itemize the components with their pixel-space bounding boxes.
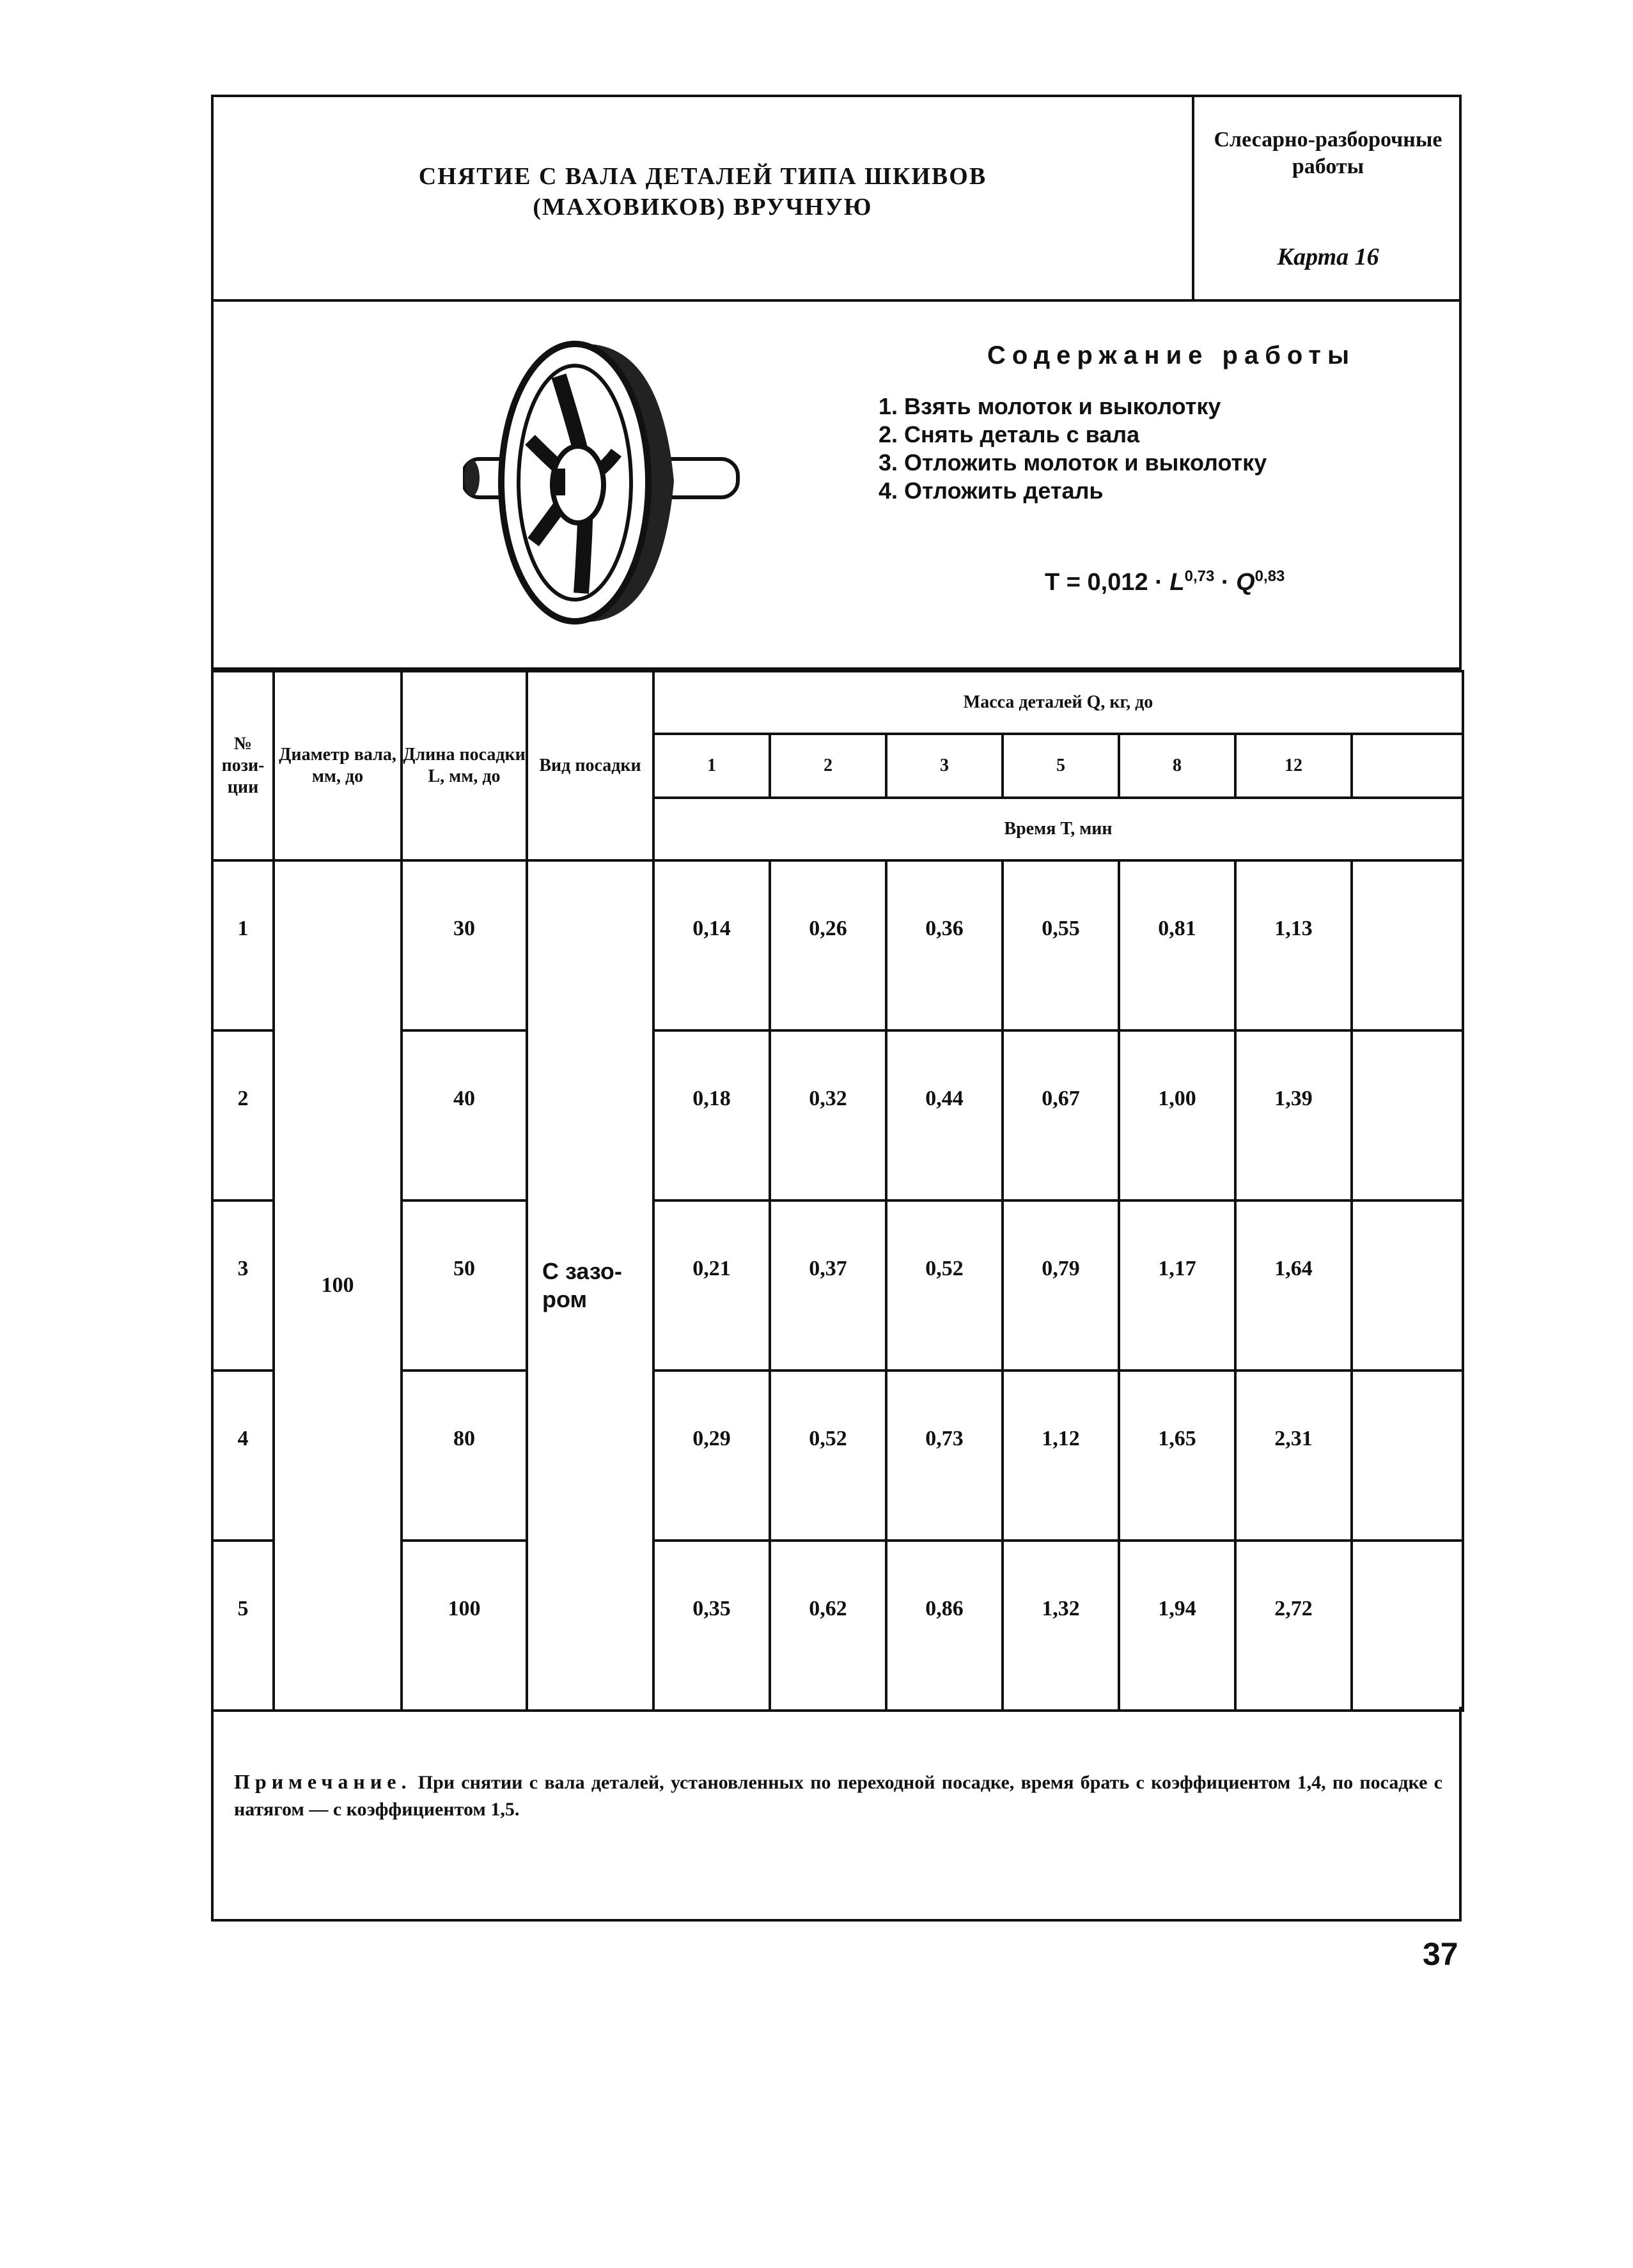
note-text (234, 1768, 1442, 1823)
position-cell: 3 (212, 1200, 274, 1371)
formula-l: L (1169, 569, 1185, 596)
formula-q-exponent: 0,83 (1254, 568, 1285, 585)
mass-value: 2 (770, 734, 886, 798)
time-cell (1352, 1030, 1463, 1200)
time-cell: 0,37 (770, 1200, 886, 1371)
work-steps-list (879, 392, 1267, 505)
time-cell (1352, 1541, 1463, 1711)
work-content-block (211, 299, 1462, 670)
time-cell: 0,29 (653, 1371, 770, 1541)
table-row (212, 860, 1463, 1030)
title-line-2: (МАХОВИКОВ) ВРУЧНУЮ (533, 194, 873, 221)
position-cell: 5 (212, 1541, 274, 1711)
time-cell: 1,12 (1003, 1371, 1119, 1541)
time-cell: 1,39 (1235, 1030, 1352, 1200)
time-cell: 2,31 (1235, 1371, 1352, 1541)
time-cell (1352, 860, 1463, 1030)
length-cell: 100 (402, 1541, 527, 1711)
time-cell: 0,36 (886, 860, 1003, 1030)
time-cell: 2,72 (1235, 1541, 1352, 1711)
section-line-2: работы (1292, 155, 1364, 178)
time-cell: 0,44 (886, 1030, 1003, 1200)
hub-key (552, 469, 565, 495)
section-name (1194, 127, 1462, 180)
time-cell: 0,21 (653, 1200, 770, 1371)
shaft-end (464, 460, 480, 496)
header-block (211, 95, 1462, 302)
mass-value: 5 (1003, 734, 1119, 798)
time-cell: 0,81 (1119, 860, 1235, 1030)
work-step: 4. Отложить деталь (879, 478, 1104, 504)
formula-dot: · (1214, 569, 1237, 596)
time-cell (1352, 1200, 1463, 1371)
time-cell: 0,62 (770, 1541, 886, 1711)
work-step: 1. Взять молоток и выколотку (879, 393, 1221, 419)
column-header-position: № пози-ции (212, 671, 274, 860)
mass-value: 3 (886, 734, 1003, 798)
time-cell (1352, 1371, 1463, 1541)
note-label: Примечание. (234, 1770, 412, 1793)
time-cell: 0,52 (886, 1200, 1003, 1371)
fit-type-cell: С зазо-ром (527, 860, 653, 1711)
time-cell: 1,17 (1119, 1200, 1235, 1371)
time-cell: 0,26 (770, 860, 886, 1030)
length-cell: 30 (402, 860, 527, 1030)
time-cell: 0,73 (886, 1371, 1003, 1541)
column-header-length: Длина посадки L, мм, до (402, 671, 527, 860)
time-cell: 1,32 (1003, 1541, 1119, 1711)
time-cell: 0,79 (1003, 1200, 1119, 1371)
work-step: 3. Отложить молоток и выколотку (879, 449, 1267, 476)
time-cell: 0,86 (886, 1541, 1003, 1711)
formula-q: Q (1236, 569, 1255, 596)
time-cell: 0,18 (653, 1030, 770, 1200)
card-number: Карта 16 (1277, 244, 1379, 270)
mass-header: Масса деталей Q, кг, до (653, 671, 1463, 734)
position-cell: 2 (212, 1030, 274, 1200)
column-header-diameter: Диаметр вала, мм, до (274, 671, 402, 860)
time-cell: 1,65 (1119, 1371, 1235, 1541)
mass-value: 12 (1235, 734, 1352, 798)
formula-l-exponent: 0,73 (1184, 568, 1215, 585)
time-cell: 0,32 (770, 1030, 886, 1200)
mass-value (1352, 734, 1463, 798)
time-cell: 1,13 (1235, 860, 1352, 1030)
length-cell: 40 (402, 1030, 527, 1200)
section-line-1: Слесарно-разборочные (1214, 128, 1442, 151)
time-cell: 1,94 (1119, 1541, 1235, 1711)
position-cell: 4 (212, 1371, 274, 1541)
position-cell: 1 (212, 860, 274, 1030)
page-number: 37 (1423, 1936, 1458, 1972)
time-cell: 0,52 (770, 1371, 886, 1541)
title-line-1: СНЯТИЕ С ВАЛА ДЕТАЛЕЙ ТИПА ШКИВОВ (418, 163, 987, 190)
mass-value: 8 (1119, 734, 1235, 798)
column-header-fit: Вид посадки (527, 671, 653, 860)
time-cell: 0,67 (1003, 1030, 1119, 1200)
work-content-heading: Содержание работы (987, 341, 1356, 369)
time-cell: 0,55 (1003, 860, 1119, 1030)
length-cell: 50 (402, 1200, 527, 1371)
time-formula (1045, 568, 1285, 596)
length-cell: 80 (402, 1371, 527, 1541)
time-cell: 1,00 (1119, 1030, 1235, 1200)
time-header: Время Т, мин (653, 798, 1463, 860)
time-cell: 1,64 (1235, 1200, 1352, 1371)
mass-value: 1 (653, 734, 770, 798)
note-block (211, 1707, 1462, 1922)
work-step: 2. Снять деталь с вала (879, 421, 1140, 447)
time-cell: 0,35 (653, 1541, 770, 1711)
document-title (214, 161, 1192, 222)
time-cell: 0,14 (653, 860, 770, 1030)
note-body: При снятии с вала деталей, установленных по переходной посадке, время брать с коэффициентом 1,4, по посадке с натягом — с коэффициентом 1,5. (234, 1772, 1442, 1820)
formula-base: Т = 0,012 · (1045, 569, 1170, 596)
time-norms-table (211, 670, 1464, 1712)
pulley-illustration (463, 331, 744, 632)
diameter-cell: 100 (274, 860, 402, 1711)
